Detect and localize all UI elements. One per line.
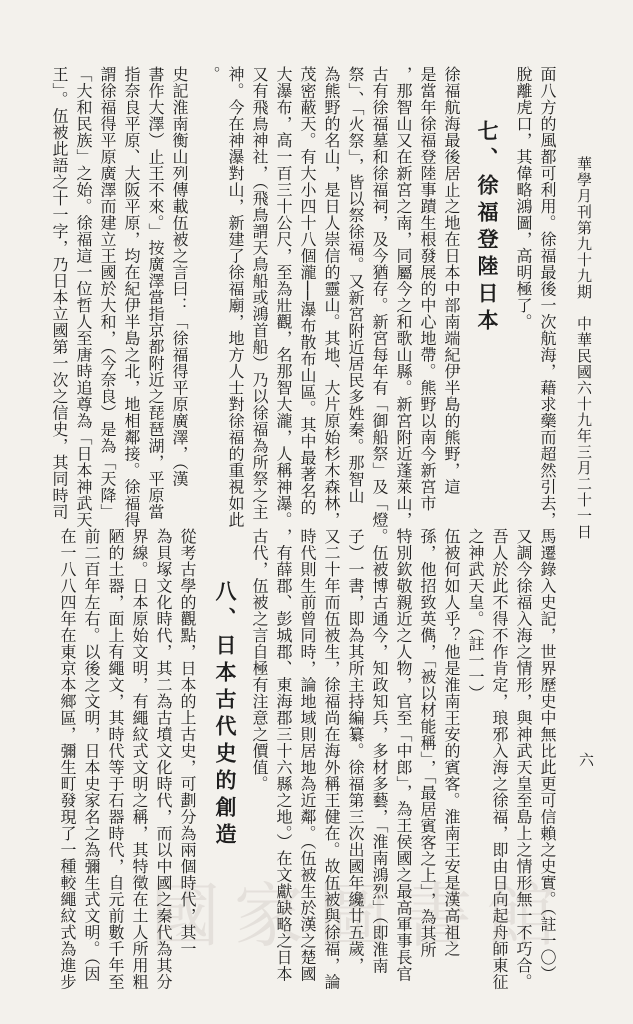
text-column: 為貝塚文化時代，其二為古墳文化時代，而以中國之秦代為其分 <box>154 528 173 990</box>
text-column: 。伍被博古通今，知政知兵，多材多藝，「淮南鴻烈」（即淮南 <box>370 528 389 974</box>
text-column: 界線。日本原始文明，有繩紋式文明之稱，其特徵在土人所用粗 <box>130 528 149 990</box>
text-column: 王」。伍被此語之十一字，乃日本立國第一次之信史，其同時司 <box>50 66 69 520</box>
text-column: 之神武天皇。（註一一） <box>466 528 485 702</box>
text-column: ，有薛郡、彭城郡、東海郡三十六縣之地。）在文獻缺略之日本 <box>274 528 293 982</box>
text-column: 從考古學的觀點，日本的上古史，可劃分為兩個時代，其一 <box>178 528 197 957</box>
text-column: 為熊野的名山，是日人崇信的靈山。其地、大片原始杉木森林， <box>322 66 341 528</box>
text-column: 史記淮南衡山列傳載伍被之言曰：「徐福得平原廣澤，（漢 <box>170 66 189 487</box>
text-column: 茂密蔽天。有大小四十八個瀧──瀑布散布山區。其中最著名的 <box>298 66 317 516</box>
text-column: 伍被何如人乎？他是淮南王安的賓客。淮南王安是漢高祖之 <box>442 528 461 957</box>
text-column: 祭」、「火祭」，皆以祭徐福。又新宮附近居民多姓秦。那智山 <box>346 66 365 504</box>
text-column: 古有徐福墓和徐福祠，及今猶存。新宮每年有「御船祭」及「燈 <box>370 66 389 528</box>
text-column: 。 <box>202 66 221 83</box>
text-column: ，那智山又在新宮之南，同屬今之和歌山縣。新宮附近蓬萊山， <box>394 66 413 528</box>
text-column: 指奈良平原、大阪平原，均在紀伊半島之北，地相鄰接。徐福得 <box>122 66 141 528</box>
text-column: 子）一書，即為其所主持編纂。徐福第三次出國年纔廿五歲， <box>346 528 365 974</box>
running-header: 華學月刊第九十九期 中華民國六十九年三月二十一日 <box>575 156 593 540</box>
section-title: 七、徐福登陸日本 <box>475 120 500 336</box>
text-column: 脫離虎口，其偉略鴻圖，高明極了。 <box>514 66 533 330</box>
section-title: 八、日本古代史的創造 <box>213 580 238 850</box>
text-column: 面八方的風都可利用。徐福最後一次航海，藉求藥而超然引去， <box>538 66 557 528</box>
text-column: 是當年徐福登陸事蹟生根發展的中心地帶。熊野以南今新宮市 <box>418 66 437 512</box>
text-column: 馬遷錄入史記，世界歷史中無比此更可信賴之史實。（註一〇） <box>538 528 557 982</box>
library-watermark: 國家圖書館 <box>150 875 570 957</box>
text-column: 又二十年而伍被生，徐福尚在海外稱王健在。故伍被與徐福，論 <box>322 528 341 990</box>
text-column: 徐福航海最後居止之地在日本中部南端紀伊半島的熊野，這 <box>442 66 461 495</box>
text-column: 吾人於此不得不作肯定，琅邪入海之徐福，即由日向起舟師東征 <box>490 528 509 990</box>
text-column: 謂徐福得平原廣澤而建立王國於大和，（今奈良）是為「天降」 <box>98 66 117 520</box>
text-column: 特別欽敬親近之人物，官至「中郎」，為王侯國之最高軍事長官 <box>394 528 413 982</box>
text-column: 又有飛鳥神社，（飛鳥謂天鳥船或鴻首船）乃以徐福為所祭之主 <box>250 66 269 520</box>
text-column: 「大和民族」之始。徐福這一位哲人至唐時追尊為「日本神武天 <box>74 66 93 528</box>
text-column: 神。今在神瀑對山，新建了徐福廟，地方人士對徐福的重視如此 <box>226 66 245 528</box>
text-column: 在一八八四年在東京本鄉區，彌生町發現了一種較繩紋式為進步 <box>58 528 77 990</box>
text-column: 又調今徐福入海之情形，與神武天皇至島上之情形無一不巧合。 <box>514 528 533 990</box>
page-number: 六 <box>577 752 595 767</box>
text-column: 古代，伍被之言自極有注意之價值。 <box>250 528 269 792</box>
text-column: 前二百年左右。以後之文明，日本史家名之為彌生式文明。（因 <box>82 528 101 982</box>
text-column: 書作大澤）止王不來。」按廣澤當指京都附近之琵琶湖，平原當 <box>146 66 165 520</box>
text-column: 陋的土器，面上有繩文，其時代等于石器時代，自元前數千年至 <box>106 528 125 990</box>
text-column: 大瀑布，高一百三十公尺，至為壯觀，名那智大瀧，人稱神瀑。 <box>274 66 293 528</box>
text-column: 時代則生前曾同時，論地域則居地為近鄰。（伍被生於漢之楚國 <box>298 528 317 982</box>
text-column: 孫，他招致英儁，「被以材能稱」，「最居賓客之上」，為其所 <box>418 528 437 958</box>
